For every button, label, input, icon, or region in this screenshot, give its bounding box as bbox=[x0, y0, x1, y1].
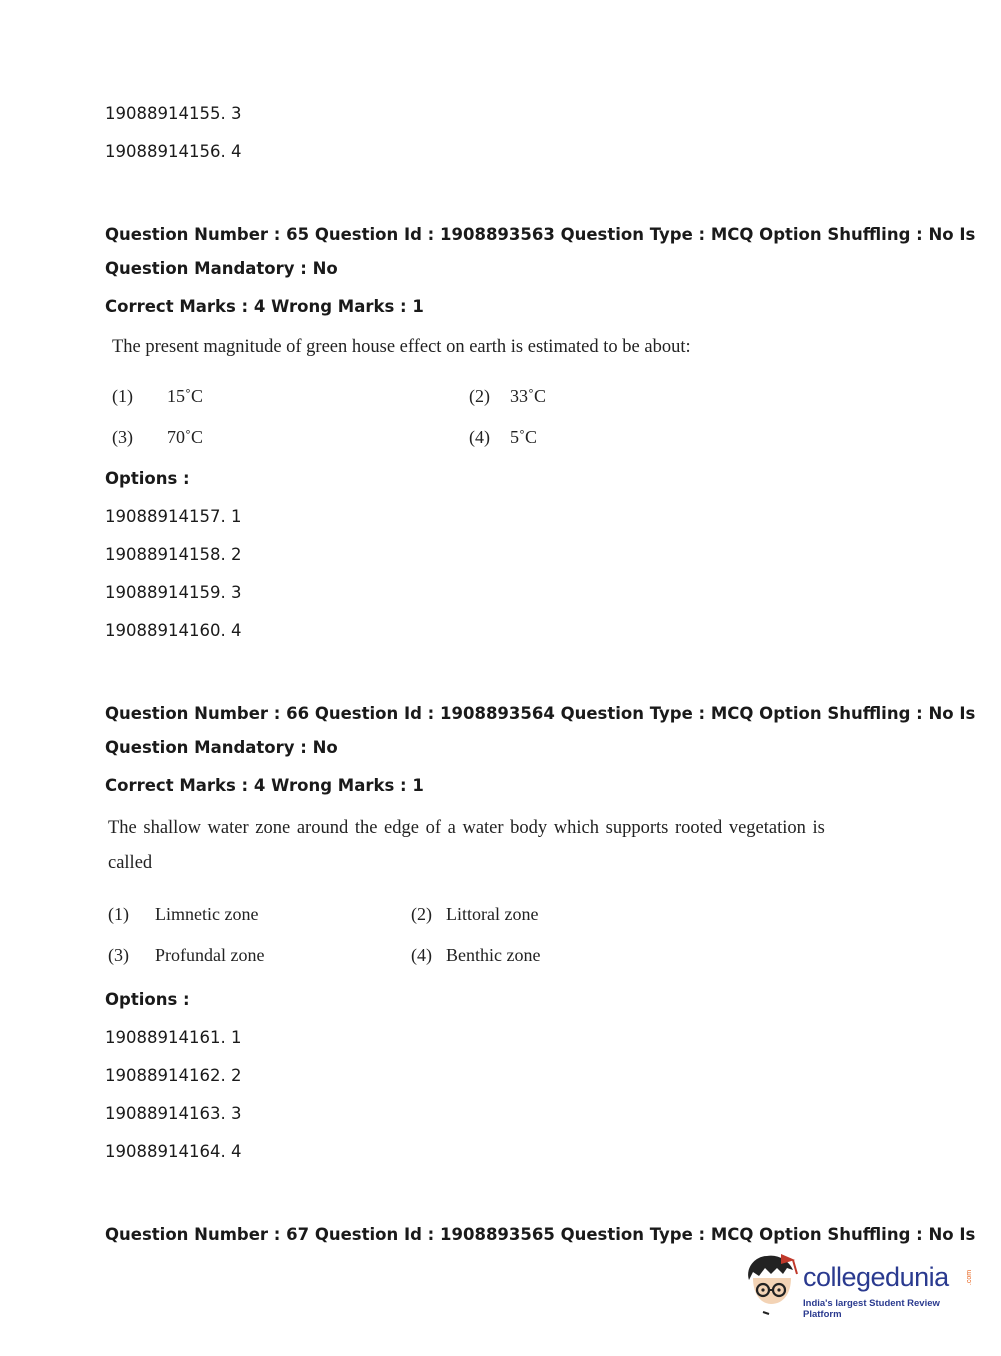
choice-number: (2) bbox=[411, 904, 432, 924]
option-line: 19088914164. 4 bbox=[105, 1142, 242, 1161]
choice-text: 70˚C bbox=[167, 427, 203, 447]
question-text: The present magnitude of green house effect on earth is estimated to be about: bbox=[112, 337, 691, 357]
option-line: 19088914157. 1 bbox=[105, 507, 242, 526]
question-marks: Correct Marks : 4 Wrong Marks : 1 bbox=[105, 776, 424, 795]
collegedunia-logo[interactable] bbox=[743, 1250, 973, 1320]
question-header: Question Number : 67 Question Id : 1908893565 Question Type : MCQ Option Shuffling : No Is bbox=[105, 1225, 976, 1244]
question-mandatory: Question Mandatory : No bbox=[105, 738, 338, 757]
logo-wordmark: collegedunia bbox=[803, 1262, 949, 1292]
choice-number: (4) bbox=[469, 427, 490, 447]
option-line: 19088914161. 1 bbox=[105, 1028, 242, 1047]
choice-number: (1) bbox=[112, 386, 133, 406]
choice-text: Limnetic zone bbox=[155, 904, 259, 924]
option-line: 19088914163. 3 bbox=[105, 1104, 242, 1123]
choice-number: (2) bbox=[469, 386, 490, 406]
choice-number: (3) bbox=[112, 427, 133, 447]
question-mandatory: Question Mandatory : No bbox=[105, 259, 338, 278]
mascot-icon bbox=[743, 1250, 803, 1320]
option-line: 19088914162. 2 bbox=[105, 1066, 242, 1085]
choice-number: (1) bbox=[108, 904, 129, 924]
question-text: called bbox=[108, 853, 153, 873]
question-header: Question Number : 65 Question Id : 1908893563 Question Type : MCQ Option Shuffling : No Is bbox=[105, 225, 976, 244]
logo-suffix: .com bbox=[966, 1269, 974, 1286]
question-marks: Correct Marks : 4 Wrong Marks : 1 bbox=[105, 297, 424, 316]
choice-text: 15˚C bbox=[167, 386, 203, 406]
option-line: 19088914158. 2 bbox=[105, 545, 242, 564]
choice-number: (4) bbox=[411, 945, 432, 965]
choice-number: (3) bbox=[108, 945, 129, 965]
question-text: The shallow water zone around the edge of a water body which supports rooted vegetation is bbox=[108, 818, 825, 838]
options-label: Options : bbox=[105, 469, 190, 488]
option-line: 19088914159. 3 bbox=[105, 583, 242, 602]
choice-text: 5˚C bbox=[510, 427, 537, 447]
choice-text: Littoral zone bbox=[446, 904, 539, 924]
choice-text: 33˚C bbox=[510, 386, 546, 406]
question-header: Question Number : 66 Question Id : 1908893564 Question Type : MCQ Option Shuffling : No Is bbox=[105, 704, 976, 723]
choice-text: Benthic zone bbox=[446, 945, 541, 965]
choice-text: Profundal zone bbox=[155, 945, 265, 965]
option-line: 19088914156. 4 bbox=[105, 142, 242, 161]
logo-tagline: India's largest Student Review Platform bbox=[803, 1298, 940, 1320]
option-line: 19088914155. 3 bbox=[105, 104, 242, 123]
options-label: Options : bbox=[105, 990, 190, 1009]
option-line: 19088914160. 4 bbox=[105, 621, 242, 640]
